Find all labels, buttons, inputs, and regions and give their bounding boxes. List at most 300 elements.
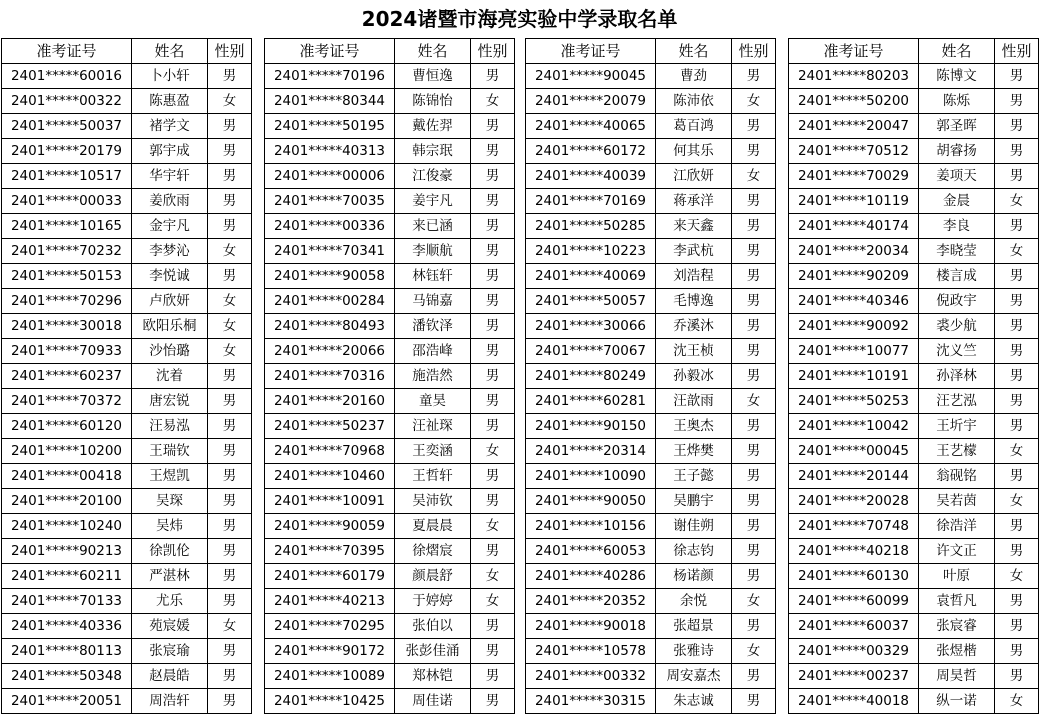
exam-id-cell: 2401*****70035 — [265, 189, 395, 214]
student-name-cell: 徐凯伦 — [132, 539, 208, 564]
exam-id-cell: 2401*****00284 — [265, 289, 395, 314]
student-name-cell: 朱志诚 — [656, 689, 732, 714]
table-row — [2, 314, 252, 339]
gender-cell: 男 — [995, 339, 1039, 364]
gender-cell: 男 — [471, 114, 515, 139]
table-row — [526, 389, 776, 414]
exam-id-cell: 2401*****70316 — [265, 364, 395, 389]
exam-id-cell: 2401*****00237 — [789, 664, 919, 689]
exam-id-cell: 2401*****90092 — [789, 314, 919, 339]
student-name-cell: 袁哲凡 — [919, 589, 995, 614]
table-row — [789, 189, 1039, 214]
exam-id-cell: 2401*****10077 — [789, 339, 919, 364]
table-row — [789, 314, 1039, 339]
exam-id-cell: 2401*****00336 — [265, 214, 395, 239]
student-name-cell: 毛博逸 — [656, 289, 732, 314]
exam-id-cell: 2401*****10156 — [526, 514, 656, 539]
exam-id-cell: 2401*****10240 — [2, 514, 132, 539]
student-name-cell: 施浩然 — [395, 364, 471, 389]
gender-cell: 男 — [471, 489, 515, 514]
gender-cell: 女 — [995, 439, 1039, 464]
exam-id-cell: 2401*****10191 — [789, 364, 919, 389]
exam-id-cell: 2401*****00418 — [2, 464, 132, 489]
column-header-sex: 性别 — [208, 39, 252, 64]
table-row — [2, 489, 252, 514]
table-row — [265, 414, 515, 439]
exam-id-cell: 2401*****10165 — [2, 214, 132, 239]
table-row — [2, 514, 252, 539]
exam-id-cell: 2401*****00329 — [789, 639, 919, 664]
exam-id-cell: 2401*****70512 — [789, 139, 919, 164]
student-name-cell: 胡睿扬 — [919, 139, 995, 164]
exam-id-cell: 2401*****60037 — [789, 614, 919, 639]
gender-cell: 男 — [995, 639, 1039, 664]
table-row — [789, 589, 1039, 614]
gender-cell: 男 — [995, 389, 1039, 414]
table-row — [789, 89, 1039, 114]
student-name-cell: 陈沛依 — [656, 89, 732, 114]
student-name-cell: 王奥杰 — [656, 414, 732, 439]
exam-id-cell: 2401*****60130 — [789, 564, 919, 589]
table-row — [789, 439, 1039, 464]
gender-cell: 女 — [208, 289, 252, 314]
exam-id-cell: 2401*****90213 — [2, 539, 132, 564]
student-name-cell: 吴炜 — [132, 514, 208, 539]
exam-id-cell: 2401*****90150 — [526, 414, 656, 439]
exam-id-cell: 2401*****80113 — [2, 639, 132, 664]
column-header-sex: 性别 — [732, 39, 776, 64]
exam-id-cell: 2401*****10090 — [526, 464, 656, 489]
gender-cell: 男 — [732, 489, 776, 514]
student-name-cell: 欧阳乐桐 — [132, 314, 208, 339]
student-name-cell: 何其乐 — [656, 139, 732, 164]
table-row — [2, 664, 252, 689]
gender-cell: 男 — [732, 114, 776, 139]
exam-id-cell: 2401*****10460 — [265, 464, 395, 489]
table-row — [265, 264, 515, 289]
table-row — [789, 339, 1039, 364]
gender-cell: 男 — [995, 614, 1039, 639]
table-row — [789, 114, 1039, 139]
student-name-cell: 张煜楷 — [919, 639, 995, 664]
gender-cell: 女 — [471, 589, 515, 614]
gender-cell: 男 — [995, 214, 1039, 239]
table-row — [265, 364, 515, 389]
student-name-cell: 乔溪沐 — [656, 314, 732, 339]
table-row — [2, 614, 252, 639]
table-row — [265, 139, 515, 164]
exam-id-cell: 2401*****70232 — [2, 239, 132, 264]
table-row — [265, 664, 515, 689]
exam-id-cell: 2401*****40018 — [789, 689, 919, 714]
table-row — [265, 564, 515, 589]
exam-id-cell: 2401*****60281 — [526, 389, 656, 414]
exam-id-cell: 2401*****50200 — [789, 89, 919, 114]
student-name-cell: 张宸睿 — [919, 614, 995, 639]
table-row — [2, 589, 252, 614]
student-name-cell: 李武杭 — [656, 239, 732, 264]
student-name-cell: 郭宇成 — [132, 139, 208, 164]
student-name-cell: 陈烁 — [919, 89, 995, 114]
exam-id-cell: 2401*****20066 — [265, 339, 395, 364]
exam-id-cell: 2401*****70296 — [2, 289, 132, 314]
exam-id-cell: 2401*****20314 — [526, 439, 656, 464]
exam-id-cell: 2401*****90050 — [526, 489, 656, 514]
exam-id-cell: 2401*****60172 — [526, 139, 656, 164]
student-name-cell: 倪政宇 — [919, 289, 995, 314]
exam-id-cell: 2401*****00033 — [2, 189, 132, 214]
exam-id-cell: 2401*****70169 — [526, 189, 656, 214]
exam-id-cell: 2401*****90172 — [265, 639, 395, 664]
gender-cell: 男 — [995, 314, 1039, 339]
student-name-cell: 童昊 — [395, 389, 471, 414]
column-header-id: 准考证号 — [789, 39, 919, 64]
gender-cell: 男 — [208, 564, 252, 589]
student-name-cell: 汪艺泓 — [919, 389, 995, 414]
gender-cell: 男 — [471, 339, 515, 364]
student-name-cell: 沙怡璐 — [132, 339, 208, 364]
exam-id-cell: 2401*****60099 — [789, 589, 919, 614]
exam-id-cell: 2401*****30315 — [526, 689, 656, 714]
gender-cell: 女 — [732, 164, 776, 189]
admission-table-1 — [1, 38, 252, 714]
exam-id-cell: 2401*****40039 — [526, 164, 656, 189]
table-row — [789, 364, 1039, 389]
gender-cell: 女 — [995, 689, 1039, 714]
table-row — [526, 64, 776, 89]
table-row — [2, 539, 252, 564]
exam-id-cell: 2401*****30066 — [526, 314, 656, 339]
table-row — [526, 164, 776, 189]
gender-cell: 男 — [471, 164, 515, 189]
gender-cell: 男 — [995, 539, 1039, 564]
gender-cell: 男 — [995, 514, 1039, 539]
exam-id-cell: 2401*****10089 — [265, 664, 395, 689]
student-name-cell: 陈锦怡 — [395, 89, 471, 114]
exam-id-cell: 2401*****70748 — [789, 514, 919, 539]
exam-id-cell: 2401*****40286 — [526, 564, 656, 589]
table-row — [789, 689, 1039, 714]
table-row — [526, 364, 776, 389]
exam-id-cell: 2401*****70295 — [265, 614, 395, 639]
table-row — [526, 139, 776, 164]
admission-table-3 — [525, 38, 776, 714]
gender-cell: 女 — [208, 614, 252, 639]
table-row — [789, 164, 1039, 189]
gender-cell: 男 — [995, 364, 1039, 389]
gender-cell: 男 — [208, 389, 252, 414]
gender-cell: 男 — [208, 589, 252, 614]
student-name-cell: 戴佐羿 — [395, 114, 471, 139]
exam-id-cell: 2401*****40213 — [265, 589, 395, 614]
gender-cell: 男 — [995, 664, 1039, 689]
gender-cell: 女 — [995, 564, 1039, 589]
gender-cell: 男 — [732, 539, 776, 564]
table-row — [265, 339, 515, 364]
student-name-cell: 王瑞钦 — [132, 439, 208, 464]
student-name-cell: 邵浩峰 — [395, 339, 471, 364]
student-name-cell: 金宇凡 — [132, 214, 208, 239]
gender-cell: 女 — [471, 514, 515, 539]
gender-cell: 男 — [208, 264, 252, 289]
table-row — [526, 664, 776, 689]
exam-id-cell: 2401*****10042 — [789, 414, 919, 439]
student-name-cell: 王艺檬 — [919, 439, 995, 464]
gender-cell: 男 — [732, 64, 776, 89]
table-row — [526, 539, 776, 564]
table-row — [265, 314, 515, 339]
table-row — [789, 539, 1039, 564]
table-row — [526, 89, 776, 114]
table-row — [2, 414, 252, 439]
exam-id-cell: 2401*****70133 — [2, 589, 132, 614]
student-name-cell: 褚学文 — [132, 114, 208, 139]
gender-cell: 男 — [732, 614, 776, 639]
student-name-cell: 尤乐 — [132, 589, 208, 614]
gender-cell: 男 — [208, 539, 252, 564]
column-header-id: 准考证号 — [526, 39, 656, 64]
table-row — [789, 239, 1039, 264]
gender-cell: 男 — [208, 639, 252, 664]
gender-cell: 男 — [208, 464, 252, 489]
table-row — [789, 639, 1039, 664]
student-name-cell: 谢佳朔 — [656, 514, 732, 539]
exam-id-cell: 2401*****40313 — [265, 139, 395, 164]
table-row — [526, 189, 776, 214]
student-name-cell: 潘钦泽 — [395, 314, 471, 339]
gender-cell: 男 — [208, 689, 252, 714]
student-name-cell: 韩宗珉 — [395, 139, 471, 164]
table-row — [265, 514, 515, 539]
table-row — [265, 489, 515, 514]
exam-id-cell: 2401*****70395 — [265, 539, 395, 564]
exam-id-cell: 2401*****40065 — [526, 114, 656, 139]
table-row — [526, 239, 776, 264]
student-name-cell: 孙毅冰 — [656, 364, 732, 389]
gender-cell: 男 — [208, 164, 252, 189]
student-name-cell: 卜小轩 — [132, 64, 208, 89]
student-name-cell: 曹劲 — [656, 64, 732, 89]
gender-cell: 女 — [208, 89, 252, 114]
student-name-cell: 姜项天 — [919, 164, 995, 189]
gender-cell: 男 — [208, 364, 252, 389]
gender-cell: 男 — [471, 389, 515, 414]
gender-cell: 男 — [471, 314, 515, 339]
table-row — [526, 514, 776, 539]
exam-id-cell: 2401*****30018 — [2, 314, 132, 339]
student-name-cell: 郭圣晖 — [919, 114, 995, 139]
table-row — [265, 164, 515, 189]
table-row — [265, 214, 515, 239]
gender-cell: 男 — [471, 539, 515, 564]
student-name-cell: 徐熠宸 — [395, 539, 471, 564]
student-name-cell: 金晨 — [919, 189, 995, 214]
student-name-cell: 汪祉琛 — [395, 414, 471, 439]
student-name-cell: 苑宸媛 — [132, 614, 208, 639]
exam-id-cell: 2401*****10200 — [2, 439, 132, 464]
table-row — [2, 639, 252, 664]
student-name-cell: 李晓莹 — [919, 239, 995, 264]
table-row — [265, 114, 515, 139]
column-header-name: 姓名 — [919, 39, 995, 64]
exam-id-cell: 2401*****20079 — [526, 89, 656, 114]
table-row — [789, 389, 1039, 414]
table-row — [2, 64, 252, 89]
student-name-cell: 陈惠盈 — [132, 89, 208, 114]
student-name-cell: 华宇轩 — [132, 164, 208, 189]
student-name-cell: 徐志钧 — [656, 539, 732, 564]
table-row — [2, 464, 252, 489]
gender-cell: 女 — [732, 639, 776, 664]
exam-id-cell: 2401*****50253 — [789, 389, 919, 414]
exam-id-cell: 2401*****20051 — [2, 689, 132, 714]
gender-cell: 男 — [471, 264, 515, 289]
gender-cell: 男 — [208, 489, 252, 514]
gender-cell: 女 — [208, 339, 252, 364]
student-name-cell: 林钰轩 — [395, 264, 471, 289]
table-row — [789, 514, 1039, 539]
page-title: 2024诸暨市海亮实验中学录取名单 — [361, 7, 678, 31]
gender-cell: 男 — [995, 114, 1039, 139]
gender-cell: 男 — [732, 314, 776, 339]
table-row — [789, 64, 1039, 89]
student-name-cell: 沈着 — [132, 364, 208, 389]
table-row — [526, 114, 776, 139]
gender-cell: 男 — [732, 339, 776, 364]
exam-id-cell: 2401*****80344 — [265, 89, 395, 114]
student-name-cell: 江俊豪 — [395, 164, 471, 189]
table-row — [789, 264, 1039, 289]
exam-id-cell: 2401*****40218 — [789, 539, 919, 564]
exam-id-cell: 2401*****90059 — [265, 514, 395, 539]
gender-cell: 男 — [471, 289, 515, 314]
student-name-cell: 杨诺颜 — [656, 564, 732, 589]
admission-table-2 — [264, 38, 515, 714]
gender-cell: 男 — [995, 589, 1039, 614]
student-name-cell: 蒋承洋 — [656, 189, 732, 214]
gender-cell: 男 — [995, 89, 1039, 114]
student-name-cell: 李顺航 — [395, 239, 471, 264]
student-name-cell: 王哲轩 — [395, 464, 471, 489]
student-name-cell: 吴鹏宇 — [656, 489, 732, 514]
exam-id-cell: 2401*****10425 — [265, 689, 395, 714]
table-row — [2, 164, 252, 189]
student-name-cell: 张彭佳涌 — [395, 639, 471, 664]
table-row — [526, 314, 776, 339]
table-row — [2, 389, 252, 414]
exam-id-cell: 2401*****50237 — [265, 414, 395, 439]
table-row — [2, 89, 252, 114]
student-name-cell: 来天鑫 — [656, 214, 732, 239]
table-row — [265, 539, 515, 564]
exam-id-cell: 2401*****50057 — [526, 289, 656, 314]
gender-cell: 女 — [471, 439, 515, 464]
exam-id-cell: 2401*****50285 — [526, 214, 656, 239]
gender-cell: 男 — [732, 264, 776, 289]
table-row — [526, 264, 776, 289]
gender-cell: 男 — [995, 414, 1039, 439]
gender-cell: 男 — [471, 64, 515, 89]
table-header-row — [2, 39, 252, 64]
exam-id-cell: 2401*****70372 — [2, 389, 132, 414]
table-row — [526, 564, 776, 589]
table-row — [2, 139, 252, 164]
exam-id-cell: 2401*****80249 — [526, 364, 656, 389]
student-name-cell: 张宸瑜 — [132, 639, 208, 664]
student-name-cell: 李良 — [919, 214, 995, 239]
student-name-cell: 张雅诗 — [656, 639, 732, 664]
student-name-cell: 裘少航 — [919, 314, 995, 339]
exam-id-cell: 2401*****60211 — [2, 564, 132, 589]
student-name-cell: 王奕涵 — [395, 439, 471, 464]
student-name-cell: 姜宇凡 — [395, 189, 471, 214]
exam-id-cell: 2401*****20047 — [789, 114, 919, 139]
gender-cell: 男 — [208, 414, 252, 439]
student-name-cell: 叶原 — [919, 564, 995, 589]
exam-id-cell: 2401*****20100 — [2, 489, 132, 514]
table-row — [789, 489, 1039, 514]
student-name-cell: 楼言成 — [919, 264, 995, 289]
student-name-cell: 来已涵 — [395, 214, 471, 239]
exam-id-cell: 2401*****70968 — [265, 439, 395, 464]
table-row — [526, 464, 776, 489]
gender-cell: 男 — [471, 414, 515, 439]
exam-id-cell: 2401*****60053 — [526, 539, 656, 564]
table-row — [789, 564, 1039, 589]
student-name-cell: 姜欣雨 — [132, 189, 208, 214]
exam-id-cell: 2401*****60016 — [2, 64, 132, 89]
exam-id-cell: 2401*****20160 — [265, 389, 395, 414]
student-name-cell: 王烨樊 — [656, 439, 732, 464]
gender-cell: 男 — [995, 289, 1039, 314]
exam-id-cell: 2401*****10119 — [789, 189, 919, 214]
gender-cell: 男 — [995, 64, 1039, 89]
table-row — [265, 189, 515, 214]
gender-cell: 男 — [732, 139, 776, 164]
gender-cell: 男 — [732, 364, 776, 389]
student-name-cell: 江欣妍 — [656, 164, 732, 189]
gender-cell: 女 — [208, 314, 252, 339]
exam-id-cell: 2401*****60237 — [2, 364, 132, 389]
table-row — [265, 614, 515, 639]
gender-cell: 男 — [208, 439, 252, 464]
gender-cell: 男 — [732, 214, 776, 239]
admission-table-4 — [788, 38, 1039, 714]
student-name-cell: 汪易泓 — [132, 414, 208, 439]
column-header-id: 准考证号 — [265, 39, 395, 64]
student-name-cell: 葛百鸿 — [656, 114, 732, 139]
exam-id-cell: 2401*****10091 — [265, 489, 395, 514]
gender-cell: 男 — [208, 64, 252, 89]
exam-id-cell: 2401*****10223 — [526, 239, 656, 264]
exam-id-cell: 2401*****20352 — [526, 589, 656, 614]
student-name-cell: 赵晨皓 — [132, 664, 208, 689]
student-name-cell: 王子懿 — [656, 464, 732, 489]
gender-cell: 男 — [732, 514, 776, 539]
exam-id-cell: 2401*****10517 — [2, 164, 132, 189]
table-row — [789, 289, 1039, 314]
exam-id-cell: 2401*****40336 — [2, 614, 132, 639]
student-name-cell: 孙泽林 — [919, 364, 995, 389]
gender-cell: 男 — [732, 664, 776, 689]
gender-cell: 女 — [732, 389, 776, 414]
column-header-name: 姓名 — [395, 39, 471, 64]
exam-id-cell: 2401*****00006 — [265, 164, 395, 189]
table-header-row — [526, 39, 776, 64]
gender-cell: 男 — [471, 364, 515, 389]
gender-cell: 女 — [471, 89, 515, 114]
student-name-cell: 张超景 — [656, 614, 732, 639]
